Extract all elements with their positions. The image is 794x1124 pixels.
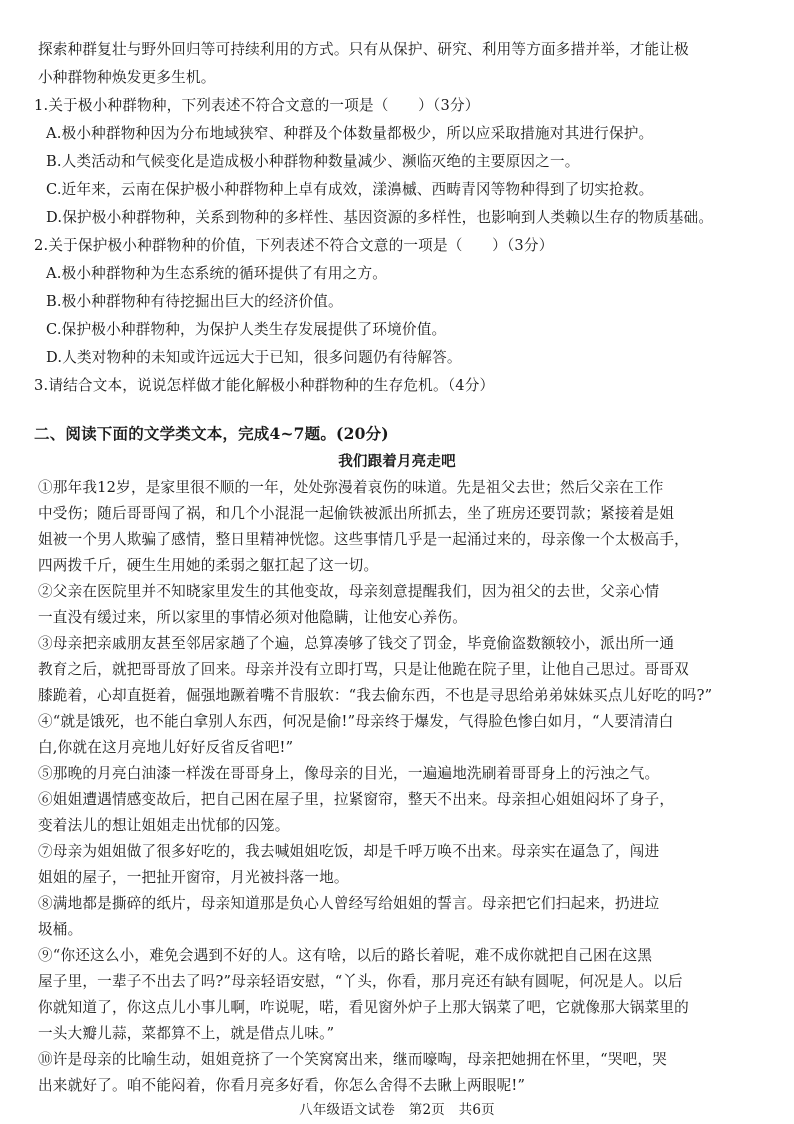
- passage-line: 姐姐的屋子，一把扯开窗帘，月光被抖落一地。: [38, 869, 349, 886]
- question-1-option-b: B.人类活动和气候变化是造成极小种群物种数量减少、濒临灭绝的主要原因之一。: [46, 153, 580, 170]
- passage-line: ④“就是饿死，也不能白拿别人东西，何况是偷!”母亲终于爆发，气得脸色惨白如月，“人要清清白: [38, 713, 674, 730]
- passage-line: 白,你就在这月亮地儿好好反省反省吧!”: [38, 739, 294, 756]
- passage-line: ⑩许是母亲的比喻生动，姐姐竟挤了一个笑窝窝出来，继而嚎啕，母亲把她拥在怀里，“哭吧，哭: [38, 1051, 668, 1068]
- passage-line: 膝跪着，心却直挺着，倔强地蹶着嘴不肯服软：“我去偷东西，不也是寻思给弟弟妹妹买点儿好吃的吗?”: [38, 687, 713, 704]
- passage-title: 我们跟着月亮走吧: [338, 453, 456, 470]
- passage-line: 姐被一个男人欺骗了感情，整日里精神恍惚。这些事情几乎是一起涌过来的，母亲像一个太极高手，: [38, 531, 689, 548]
- question-1-option-c: C.近年来，云南在保护极小种群物种上卓有成效，漾濞槭、西畴青冈等物种得到了切实抢救。: [46, 181, 654, 198]
- question-2-option-a: A.极小种群物种为生态系统的循环提供了有用之方。: [46, 265, 388, 282]
- passage-line: 你就知道了，你这点儿小事儿啊，咋说呢，喏，看见窗外炉子上那大锅菜了吧，它就像那大锅菜里的: [38, 999, 689, 1016]
- passage-line: 一头大瓣儿蒜，菜都算不上，就是借点儿味。”: [38, 1025, 335, 1042]
- passage-line: ②父亲在医院里并不知晓家里发生的其他变故，母亲刻意提醒我们，因为祖父的去世，父亲心情: [38, 583, 660, 600]
- passage-line: 变着法儿的想让姐姐走出忧郁的囚笼。: [38, 817, 290, 834]
- question-2-option-b: B.极小种群物种有待挖掘出巨大的经济价值。: [46, 293, 343, 310]
- passage-line: 屋子里，一辈子不出去了吗?”母亲轻语安慰，“丫头，你看，那月亮还有缺有圆呢，何况是人。以后: [38, 973, 683, 990]
- passage-line: ③母亲把亲戚朋友甚至邻居家趟了个遍，总算凑够了钱交了罚金，毕竟偷盗数额较小，派出所一通: [38, 635, 675, 652]
- passage-line: 教育之后，就把哥哥放了回来。母亲并没有立即打骂，只是让他跪在院子里，让他自己思过。哥哥双: [38, 661, 689, 678]
- page-footer: 八年级语文试卷 第2页 共6页: [299, 1102, 495, 1118]
- question-2-option-c: C.保护极小种群物种，为保护人类生存发展提供了环境价值。: [46, 321, 447, 338]
- passage-line: ⑥姐姐遭遇情感变故后，把自己困在屋子里，拉紧窗帘，整天不出来。母亲担心姐姐闷坏了身子，: [38, 791, 675, 808]
- question-2-stem: 2.关于保护极小种群物种的价值，下列表述不符合文意的一项是（ ）（3分）: [34, 237, 554, 254]
- passage-line: ①那年我12岁，是家里很不顺的一年，处处弥漫着哀伤的味道。先是祖父去世；然后父亲在工作: [38, 479, 664, 496]
- passage-line: ⑦母亲为姐姐做了很多好吃的，我去喊姐姐吃饭，却是千呼万唤不出来。母亲实在逼急了，闯进: [38, 843, 660, 860]
- section-heading: 二、阅读下面的文学类文本，完成4~7题。(20分): [34, 424, 389, 443]
- passage-line: ⑤那晚的月亮白油漆一样泼在哥哥身上，像母亲的目光，一遍遍地洗刷着哥哥身上的污浊之气。: [38, 765, 660, 782]
- question-1-option-a: A.极小种群物种因为分布地域狭窄、种群及个体数量都极少，所以应采取措施对其进行保护。: [46, 125, 654, 142]
- intro-line: 探索种群复壮与野外回归等可持续利用的方式。只有从保护、研究、利用等方面多措并举，才能让极: [38, 41, 689, 58]
- question-3-stem: 3.请结合文本，说说怎样做才能化解极小种群物种的生存危机。（4分）: [34, 377, 495, 394]
- passage-line: 四两拨千斤，硬生生用她的柔弱之躯扛起了这一切。: [38, 557, 379, 574]
- passage-line: ⑧满地都是撕碎的纸片，母亲知道那是负心人曾经写给姐姐的誓言。母亲把它们扫起来，扔进垃: [38, 895, 660, 912]
- passage-line: 出来就好了。咱不能闷着，你看月亮多好看，你怎么舍得不去瞅上两眼呢!”: [38, 1077, 526, 1094]
- question-1-stem: 1.关于极小种群物种，下列表述不符合文意的一项是（ ）（3分）: [34, 97, 480, 114]
- question-1-option-d: D.保护极小种群物种，关系到物种的多样性、基因资源的多样性，也影响到人类赖以生存的物质基础。: [46, 209, 714, 226]
- passage-line: 中受伤；随后哥哥闯了祸，和几个小混混一起偷铁被派出所抓去，坐了班房还要罚款；紧接着是姐: [38, 505, 675, 522]
- question-2-option-d: D.人类对物种的未知或许远远大于已知，很多问题仍有待解答。: [46, 349, 462, 366]
- passage-line: 一直没有缓过来，所以家里的事情必须对他隐瞒，让他安心养伤。: [38, 609, 468, 626]
- passage-line: 圾桶。: [38, 921, 83, 938]
- passage-line: ⑨“你还这么小，难免会遇到不好的人。这有啥，以后的路长着呢，难不成你就把自己困在这黑: [38, 947, 653, 964]
- intro-line: 小种群物种焕发更多生机。: [38, 69, 216, 86]
